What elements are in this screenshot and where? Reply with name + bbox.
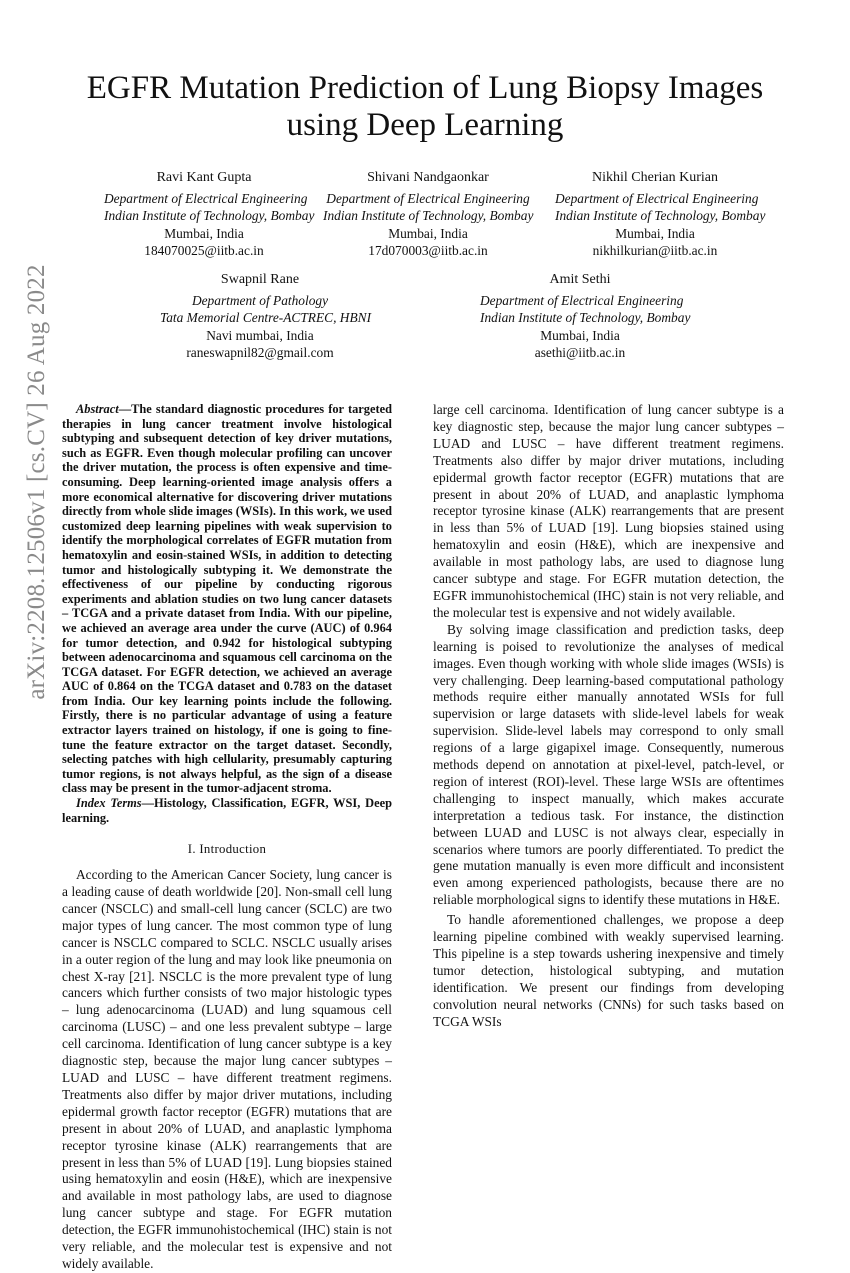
intro-paragraph-1: According to the American Cancer Society, lung cancer is a leading cause of death worldwide [20]. Non-small cell lung cancer (NSCLC) and small-cell lung cancer (SCLC) are two major types of lung cancer. The most common type of lung cancer is NSCLC compared to SCLC. NSCLC usually arises in a outer region of the lung and may look like pneumonia on chest X-ray [21]. NSCLC is the more prevalent type of lung cancers which further consists of two major histologic types – lung adenocarcinoma (LUAD) and lung squamous cell carcinoma (LUSC) – and one less prevalent subtype – large cell carcinoma. Identification of lung cancer subtype is a key diagnostic step, because the major lung cancer subtypes – LUAD and LUSC – have different treatment regimens. Treatments also differ by major driver mutations, including epidermal growth factor receptor (EGFR) mutations that are present in about 20% of LUAD, and anaplastic lymphoma receptor tyrosine kinase (ALK) rearrangements that are present in less than 5% of LUAD [19]. Lung biopsies stained using hematoxylin and eosin (H&E), which are inexpensive and available in most pathology labs, are used to diagnose lung cancer subtype and stage. For EGFR mutation detection, the EGFR immunohistochemical (IHC) stain is not very reliable, and the molecular test is expensive and not widely available. [62,867,392,1271]
intro-paragraph-2: By solving image classification and prediction tasks, deep learning is poised to revolutionize the analyses of medical images. Even though working with whole slide images (WSIs) is very challenging. Deep learning-based computational pathology methods require either manually annotated WSIs for full supervision or large datasets with slide-level labels for weak supervision. Slide-level labels may correspond to only small regions of a large gigapixel image. Consequently, numerous methods depend on annotation at pixel-level, patch-level, or region of interest (ROI)-level. These large WSIs are oftentimes challenging to inspect manually, which makes accurate interpretation a tedious task. For instance, the distinction between LUAD and LUSC is not always clear, especially in scenarios where tumors are poorly differentiated. To predict the gene mutation manually is even more difficult and inconsistent even among experienced pathologists, because there are no reliable morphological signs to identify these mutations in H&E. [433,621,784,908]
intro-paragraph-3: To handle aforementioned challenges, we propose a deep learning pipeline combined with weakly supervised learning. This pipeline is a step towards ushering inexpensive and timely tumor detection, histological subtyping, and mutation identification. We present our findings from developing convolution neural networks (CNNs) for such tasks based on TCGA WSIs [433,912,784,1029]
right-column [433,402,784,1031]
arxiv-identifier-text: arXiv:2208.12506v1 [cs.CV] 26 Aug 2022 [23,264,50,700]
left-column [62,402,392,1271]
author-department: Department of Pathology [191,292,329,308]
author-email: asethi@iitb.ac.in [534,345,626,360]
index-terms-text: —Histology, Classification, EGFR, WSI, Deep learning. [62,796,392,825]
paper-title: EGFR Mutation Prediction of Lung Biopsy Images using Deep Learning [86,70,764,143]
author-email: nikhilkurian@iitb.ac.in [592,243,718,258]
intro-paragraph-1-continued: large cell carcinoma. Identification of lung cancer subtype is a key diagnostic step, because the major lung cancer subtypes – LUAD and LUSC – have different treatment regimens. Treatments also differ by major driver mutations, including epidermal growth factor receptor (EGFR) mutations that are present in about 20% of LUAD, and anaplastic lymphoma receptor tyrosine kinase (ALK) rearrangements that are present in less than 5% of LUAD [19]. Lung biopsies stained using hematoxylin and eosin (H&E), which are inexpensive and available in most pathology labs, are used to diagnose lung cancer subtype and stage. For EGFR mutation detection, the EGFR immunohistochemical (IHC) stain is not very reliable, and the molecular test is expensive and not widely available. [433,402,784,620]
author-name: Ravi Kant Gupta [156,170,252,185]
author-city: Navi mumbai, India [206,327,314,343]
author-block [323,169,533,260]
author-block [104,169,315,260]
author-block [160,271,372,362]
author-institution: Indian Institute of Technology, Bombay [323,208,534,223]
abstract [62,402,392,796]
author-city: Mumbai, India [615,225,695,241]
index-terms [62,796,392,825]
author-name: Swapnil Rane [220,272,300,287]
index-terms-lead: Index Terms [76,796,142,811]
section-heading-introduction: I. Introduction [187,842,267,857]
author-city: Mumbai, India [388,225,468,241]
author-block [480,271,691,362]
author-name: Shivani Nandgaonkar [367,170,489,185]
author-institution: Tata Memorial Centre-ACTREC, HBNI [160,310,372,325]
author-institution: Indian Institute of Technology, Bombay [480,310,691,325]
author-email: raneswapnil82@gmail.com [186,345,334,360]
author-name: Amit Sethi [549,272,611,287]
author-department: Department of Electrical Engineering [480,292,684,308]
author-department: Department of Electrical Engineering [555,190,759,206]
author-city: Mumbai, India [164,225,244,241]
author-department: Department of Electrical Engineering [104,190,308,206]
author-email: 184070025@iitb.ac.in [144,243,264,258]
abstract-lead: Abstract [76,402,119,416]
author-block [555,169,766,260]
author-institution: Indian Institute of Technology, Bombay [555,208,766,223]
author-institution: Indian Institute of Technology, Bombay [104,208,315,223]
author-city: Mumbai, India [540,327,620,343]
abstract-text: —The standard diagnostic procedures for targeted therapies in lung cancer treatment involve histological subtyping and subsequent detection of key driver mutations, such as EGFR. Even though molecular profiling can uncover the driver mutation, the process is often expensive and time-consuming. Deep learning-oriented image analysis offers a more economical alternative for discovering driver mutations directly from whole slide images (WSIs). In this work, we used customized deep learning pipelines with weak supervision to identify the morphological correlates of EGFR mutation from hematoxylin and eosin-stained WSIs, in addition to detecting tumor and histologically subtyping it. We demonstrate the effectiveness of our pipeline by conducting rigorous experiments and ablation studies on two lung cancer datasets – TCGA and a private dataset from India. With our pipeline, we achieved an average area under the curve (AUC) of 0.964 for tumor detection, and 0.942 for histological subtyping between adenocarcinoma and squamous cell carcinoma on the TCGA dataset. For EGFR detection, we achieved an average AUC of 0.864 on the TCGA dataset and 0.783 on the dataset from India. Our key learning points include the following. Firstly, there is no particular advantage of using a feature extractor layers trained on histology, if one is going to fine-tune the feature extractor on the target dataset. Secondly, selecting patches with high cellularity, presumably capturing tumor regions, is not always helpful, as the sign of a disease class may be present in the tumor-adjacent stroma. [62,402,392,796]
author-department: Department of Electrical Engineering [326,190,530,206]
author-name: Nikhil Cherian Kurian [592,170,718,185]
arxiv-identifier [16,264,58,700]
author-email: 17d070003@iitb.ac.in [368,243,488,258]
